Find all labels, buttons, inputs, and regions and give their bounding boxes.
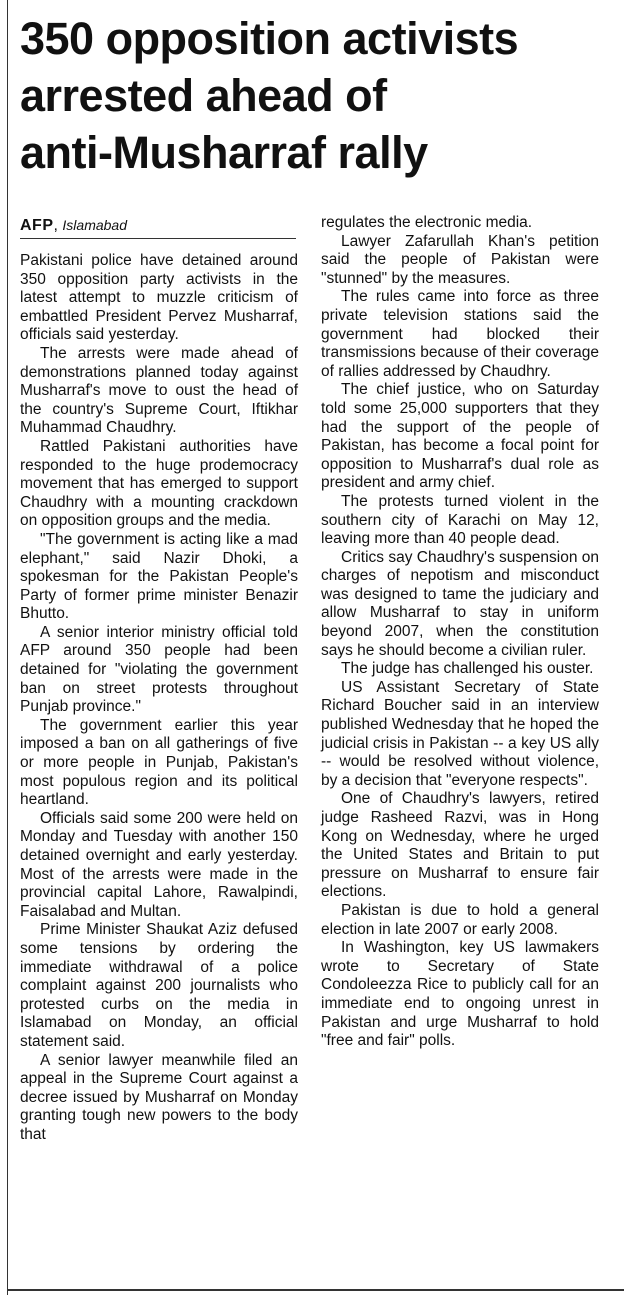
headline-line: arrested ahead of [20, 70, 387, 121]
article-column-left [20, 252, 298, 1145]
article-column-right [321, 214, 599, 1051]
paragraph: One of Chaudhry's lawyers, retired judge Rasheed Razvi, was in Hong Kong on Wednesday, where he urged the United States and Britain to put pressure on Musharraf to ensure fair elections. [321, 790, 599, 901]
byline-separator: , [53, 217, 58, 234]
bottom-rule [7, 1289, 624, 1291]
paragraph: A senior interior ministry official told AFP around 350 people had been detained for "violating the government ban on street protests throughout Punjab province." [20, 623, 298, 716]
paragraph: Critics say Chaudhry's suspension on charges of nepotism and misconduct was designed to tame the judiciary and allow Musharraf to stay in uniform beyond 2007, when the constitution says he should become a civilian ruler. [321, 548, 599, 659]
paragraph: In Washington, key US lawmakers wrote to Secretary of State Condoleezza Rice to publicly call for an immediate end to ongoing unrest in Pakistan and urge Musharraf to hold "free and fair" polls. [321, 939, 599, 1050]
byline-agency: AFP [20, 217, 54, 234]
paragraph: Rattled Pakistani authorities have responded to the huge prodemocracy movement that has emerged to support Chaudhry with a mounting crackdown on opposition groups and the media. [20, 437, 298, 530]
byline [20, 214, 296, 239]
headline-line: 350 opposition activists [20, 13, 519, 64]
paragraph: "The government is acting like a mad elephant," said Nazir Dhoki, a spokesman for the Pakistan People's Party of former prime minister Benazir Bhutto. [20, 530, 298, 623]
paragraph: The judge has challenged his ouster. [341, 660, 594, 678]
paragraph: Prime Minister Shaukat Aziz defused some tensions by ordering the immediate withdrawal of a police complaint against 200 journalists who protested curbs on the media in Islamabad on Monday, an official statement said. [20, 921, 298, 1050]
paragraph: Lawyer Zafarullah Khan's petition said the people of Pakistan were "stunned" by the measures. [321, 232, 599, 287]
paragraph: Pakistan is due to hold a general election in late 2007 or early 2008. [321, 901, 599, 938]
column-rule-left [7, 0, 8, 1295]
paragraph: The chief justice, who on Saturday told some 25,000 supporters that they had the support of the people of Pakistan, has become a focal point for opposition to Musharraf's dual role as president and army chief. [321, 381, 599, 492]
paragraph: A senior lawyer meanwhile filed an appeal in the Supreme Court against a decree issued by Musharraf on Monday granting tough new powers to the body that [20, 1051, 298, 1143]
paragraph: US Assistant Secretary of State Richard Boucher said in an interview published Wednesday that he hoped the judicial crisis in Pakistan -- a key US ally -- would be resolved without violence, by a decision that "everyone respects". [321, 678, 599, 789]
paragraph: Pakistani police have detained around 350 opposition party activists in the latest attempt to muzzle criticism of embattled President Pervez Musharraf, officials said yesterday. [20, 252, 298, 344]
headline [20, 10, 620, 181]
paragraph: The protests turned violent in the southern city of Karachi on May 12, leaving more than 40 people dead. [321, 492, 599, 548]
headline-line: anti-Musharraf rally [20, 127, 428, 178]
paragraph: The government earlier this year imposed a ban on all gatherings of five or more people in Punjab, Pakistan's most populous region and its political heartland. [20, 716, 298, 809]
paragraph: regulates the electronic media. [321, 214, 533, 231]
byline-dateline: Islamabad [62, 217, 127, 233]
paragraph: The arrests were made ahead of demonstrations planned today against Musharraf's move to oust the head of the country's Supreme Court, Iftikhar Muhammad Chaudhry. [20, 344, 298, 437]
paragraph: Officials said some 200 were held on Monday and Tuesday with another 150 detained overnight and early yesterday. Most of the arrests were made in the provincial capital Lahore, Rawalpindi, Faisalabad and Multan. [20, 809, 298, 920]
paragraph: The rules came into force as three private television stations said the government had blocked their transmissions because of their coverage of rallies addressed by Chaudhry. [321, 288, 599, 380]
